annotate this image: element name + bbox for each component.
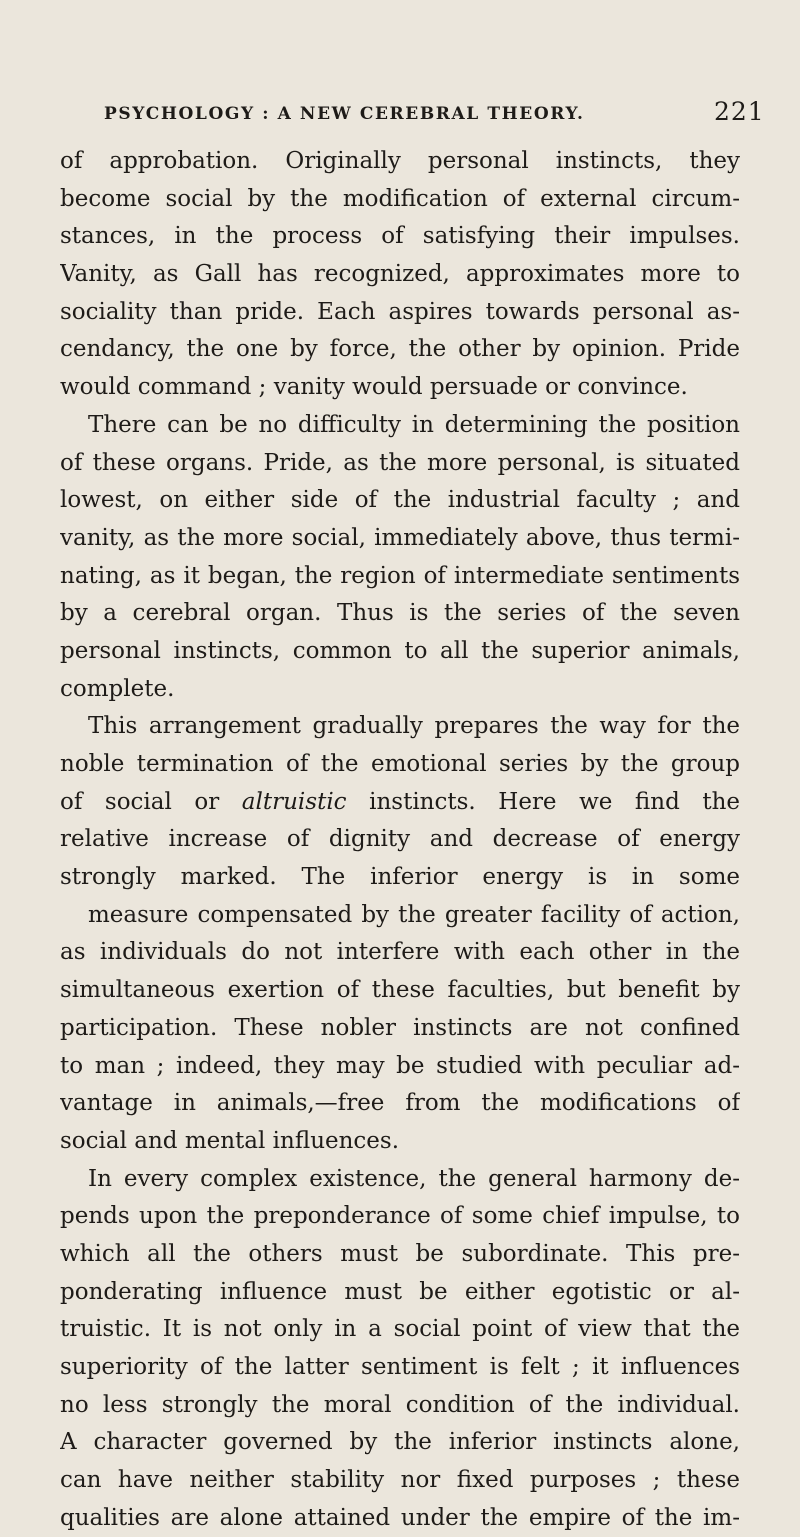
text-line: strongly marked. The inferior energy is in some xyxy=(60,864,740,891)
text-line: no less strongly the moral condition of the individual. xyxy=(60,1391,740,1418)
text-line: to man ; indeed, they may be studied with peculiar ad- xyxy=(60,1052,740,1079)
text-line: noble termination of the emotional series by the group xyxy=(60,751,740,777)
text-line: relative increase of dignity and decrease of energy xyxy=(60,826,740,853)
text-line: stances, in the process of satisfying their impulses. xyxy=(60,223,740,250)
text-line: of approbation. Originally personal instincts, they xyxy=(60,148,740,174)
text-line: can have neither stability nor fixed purposes ; these xyxy=(60,1467,740,1494)
text-line: of these organs. Pride, as the more personal, is situated xyxy=(60,449,740,476)
text-line: social and mental influences. xyxy=(60,1127,400,1154)
text-line: A character governed by the inferior instincts alone, xyxy=(60,1429,740,1456)
text-line: complete. xyxy=(60,675,175,702)
text-line: become social by the modification of external circum- xyxy=(60,185,740,212)
text-line: superiority of the latter sentiment is felt ; it influences xyxy=(60,1354,740,1380)
text-line: simultaneous exertion of these faculties, but benefit by xyxy=(60,977,740,1004)
text-line: which all the others must be subordinate. This pre- xyxy=(60,1240,740,1267)
text-line: truistic. It is not only in a social point of view that the xyxy=(60,1316,740,1343)
text-line: by a cerebral organ. Thus is the series of the seven xyxy=(60,600,740,627)
text-line xyxy=(60,784,740,822)
paragraph-start-line: There can be no difficulty in determining the position xyxy=(88,411,740,438)
paragraph-start-line: In every complex existence, the general harmony de- xyxy=(88,1165,740,1192)
text-line: cendancy, the one by force, the other by opinion. Pride xyxy=(60,336,740,363)
italic-term: altruistic xyxy=(241,788,347,815)
text-line: pends upon the preponderance of some chief impulse, to xyxy=(60,1203,740,1230)
text-line: nating, as it began, the region of intermediate sentiments xyxy=(60,562,740,589)
text-run: instincts. Here we find the xyxy=(369,788,740,815)
text-line: measure compensated by the greater facility of action, xyxy=(88,901,740,928)
text-line: ponderating influence must be either egotistic or al- xyxy=(60,1278,740,1305)
text-line: as individuals do not interfere with each other in the xyxy=(60,939,740,966)
text-line: sociality than pride. Each aspires towards personal as- xyxy=(60,298,740,325)
running-title: PSYCHOLOGY : A NEW CEREBRAL THEORY. xyxy=(104,104,585,124)
text-line: vantage in animals,—free from the modifications of xyxy=(60,1090,740,1117)
text-line: participation. These nobler instincts are not confined xyxy=(60,1014,740,1041)
text-line: vanity, as the more social, immediately above, thus termi- xyxy=(60,524,740,551)
text-run: of social or xyxy=(60,788,220,815)
text-line: would command ; vanity would persuade or convince. xyxy=(60,374,688,401)
text-line: Vanity, as Gall has recognized, approximates more to xyxy=(60,261,740,288)
text-line: qualities are alone attained under the empire of the im- xyxy=(60,1504,740,1531)
paragraph-start-line: This arrangement gradually prepares the way for the xyxy=(88,713,740,740)
text-line: lowest, on either side of the industrial faculty ; and xyxy=(60,487,740,514)
text-line: personal instincts, common to all the superior animals, xyxy=(60,637,740,664)
body-text xyxy=(60,143,740,1537)
page-number: 221 xyxy=(714,97,765,126)
